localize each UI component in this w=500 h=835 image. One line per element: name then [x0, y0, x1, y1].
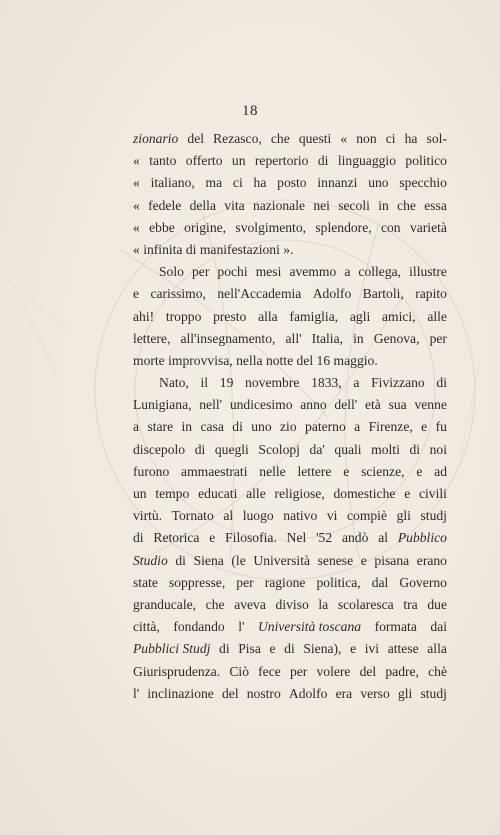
- text-line: [133, 328, 447, 350]
- word: ammaestrati: [181, 463, 248, 479]
- word: improvvisa,: [168, 352, 233, 368]
- word: domestiche: [333, 486, 396, 501]
- word: lettere: [297, 463, 332, 479]
- text-line: [133, 616, 447, 638]
- word: fedele: [148, 197, 182, 213]
- word: linguaggio: [337, 153, 396, 169]
- word: educati: [198, 486, 238, 501]
- word: collega,: [358, 264, 402, 280]
- word: ».: [283, 241, 294, 257]
- word: 1833,: [311, 375, 342, 391]
- word: 19: [219, 375, 234, 391]
- word: un: [231, 153, 246, 169]
- word: religiose,: [274, 486, 325, 501]
- word: famiglia,: [289, 308, 339, 324]
- word: all': [285, 330, 302, 346]
- word: lettere,: [133, 330, 171, 346]
- word: età: [365, 397, 381, 413]
- word: presto: [213, 308, 247, 324]
- word: studj: [420, 508, 447, 524]
- word: «: [133, 153, 140, 169]
- word: undicesimo: [229, 397, 293, 413]
- word: tempo: [155, 486, 190, 501]
- text-line: [133, 416, 447, 438]
- word: quali: [334, 441, 362, 457]
- word: dai: [430, 619, 447, 635]
- text-line: [133, 350, 447, 372]
- word: politico: [405, 153, 447, 169]
- word: offerto: [185, 153, 223, 169]
- word: noi: [429, 441, 447, 457]
- word: mesi: [255, 264, 282, 280]
- word: tanto: [149, 153, 177, 169]
- word: di: [284, 641, 295, 657]
- text-line: [133, 527, 447, 549]
- text-line: [133, 439, 447, 461]
- word: andò: [341, 530, 369, 546]
- word: ha: [404, 131, 418, 146]
- word: origine,: [184, 219, 227, 235]
- word: alle: [246, 486, 266, 501]
- word: da': [309, 441, 325, 457]
- word: morte: [133, 352, 165, 368]
- word: italiano,: [150, 175, 195, 191]
- word: di: [436, 375, 447, 391]
- word: in: [353, 330, 364, 346]
- word: Rezasco,: [213, 131, 262, 146]
- text-line: [133, 372, 447, 394]
- text-line: [133, 461, 447, 483]
- word: splendore,: [315, 219, 372, 235]
- word: Lunigiana,: [133, 397, 192, 413]
- word: e: [360, 552, 367, 568]
- word: venne: [414, 397, 447, 413]
- word: vita: [224, 197, 245, 213]
- word: tra: [403, 596, 418, 612]
- word: zio: [280, 419, 297, 435]
- word: Nel: [286, 530, 307, 546]
- text-line: [133, 239, 447, 261]
- word: per: [192, 264, 210, 280]
- word: troppo: [165, 308, 202, 324]
- word: inclinazione: [147, 685, 214, 701]
- word: ragione: [264, 574, 306, 590]
- word: Genova,: [373, 330, 420, 346]
- word: Studio: [133, 552, 168, 568]
- text-line: [133, 505, 447, 527]
- word: era: [335, 685, 353, 701]
- word: ha: [253, 175, 267, 191]
- text-line: [133, 572, 447, 594]
- text-line: [133, 483, 447, 505]
- word: amici,: [382, 308, 416, 324]
- word: la: [318, 596, 329, 612]
- text-line: [133, 550, 447, 572]
- word: di: [133, 530, 144, 546]
- text-line: [133, 661, 447, 683]
- word: «: [340, 131, 348, 146]
- word: «: [133, 219, 140, 235]
- word: gli: [396, 508, 411, 524]
- word: nell': [199, 397, 223, 413]
- word: ma: [205, 175, 223, 191]
- word: discepolo: [133, 441, 186, 457]
- text-line: [133, 283, 447, 305]
- word: Pubblici Studj: [133, 641, 211, 657]
- text-line: [133, 150, 447, 172]
- word: innanzi: [317, 175, 358, 191]
- word: e: [416, 463, 423, 479]
- word: politica,: [316, 574, 361, 590]
- word: e: [350, 641, 357, 657]
- word: casa: [200, 419, 224, 435]
- word: Fivizzano: [371, 375, 425, 391]
- word: un: [133, 486, 147, 501]
- word: nella: [236, 352, 263, 368]
- word: diviso: [275, 596, 309, 612]
- word: manifestazioni: [199, 241, 280, 257]
- text-line: [133, 217, 447, 239]
- word: al: [223, 508, 234, 524]
- word: Pisa: [238, 641, 261, 657]
- word: alla: [258, 308, 278, 324]
- word: Siena),: [303, 641, 342, 657]
- word: furono: [133, 463, 170, 479]
- word: del: [221, 685, 239, 701]
- word: dal: [371, 574, 389, 590]
- word: svolgimento,: [235, 219, 307, 235]
- word: essa: [424, 197, 447, 213]
- word: di: [232, 419, 243, 435]
- word: «: [133, 241, 140, 257]
- text-line: [133, 638, 447, 660]
- word: dell': [334, 397, 358, 413]
- word: nell'Accademia: [217, 286, 302, 302]
- word: chè: [428, 663, 447, 679]
- word: attese: [387, 641, 419, 657]
- word: Italia,: [311, 330, 343, 346]
- word: notte: [265, 352, 294, 368]
- word: aveva: [234, 596, 266, 612]
- word: di: [317, 153, 329, 169]
- word: per: [236, 574, 254, 590]
- word: infinita: [143, 241, 183, 257]
- text-line: [133, 128, 447, 150]
- word: Governo: [399, 574, 447, 590]
- word: per: [429, 330, 447, 346]
- word: Scolopj: [258, 441, 300, 457]
- text-line: [133, 172, 447, 194]
- word: due: [427, 596, 447, 612]
- word: senese: [317, 552, 354, 568]
- word: specchio: [399, 175, 447, 191]
- word: Bartoli,: [362, 286, 404, 302]
- word: posto: [277, 175, 307, 191]
- word: soppresse,: [168, 574, 226, 590]
- word: sol-: [426, 131, 447, 146]
- word: stare: [147, 419, 174, 435]
- word: uno: [368, 175, 389, 191]
- word: questi: [298, 131, 332, 146]
- page-number: 18: [242, 103, 258, 119]
- word: che: [205, 596, 225, 612]
- word: sua: [388, 397, 407, 413]
- word: e: [209, 530, 216, 546]
- text-line: [133, 261, 447, 283]
- word: del: [359, 663, 377, 679]
- word: Siena: [193, 552, 224, 568]
- body-text: [133, 128, 447, 705]
- word: del: [296, 352, 314, 368]
- word: paterno: [305, 419, 346, 435]
- word: Adolfo: [312, 286, 352, 302]
- word: nelle: [259, 463, 286, 479]
- word: scolaresca: [337, 596, 394, 612]
- word: l': [133, 685, 140, 701]
- word: il: [200, 375, 209, 391]
- word: a: [354, 419, 361, 435]
- word: Tornato: [171, 508, 214, 524]
- word: state: [133, 574, 158, 590]
- word: che: [270, 131, 290, 146]
- word: vi: [326, 508, 338, 524]
- word: ad: [434, 463, 447, 479]
- word: per: [289, 663, 308, 679]
- word: della: [189, 197, 216, 213]
- text-line: [133, 594, 447, 616]
- word: non: [356, 131, 377, 146]
- word: alle: [427, 308, 447, 324]
- word: (le: [231, 552, 246, 568]
- word: 16: [316, 352, 331, 368]
- word: repertorio: [254, 153, 309, 169]
- text-line: [133, 394, 447, 416]
- word: al: [378, 530, 389, 546]
- word: ahi!: [133, 308, 155, 324]
- word: alla: [427, 641, 447, 657]
- word: pochi: [217, 264, 248, 280]
- word: e: [343, 463, 350, 479]
- word: «: [133, 197, 140, 213]
- word: erano: [416, 552, 447, 568]
- word: civili: [419, 486, 447, 501]
- text-line: [133, 195, 447, 217]
- word: novembre: [245, 375, 300, 391]
- word: a: [353, 375, 360, 391]
- word: formata: [374, 619, 417, 635]
- word: virtù.: [133, 508, 163, 524]
- word: gli: [397, 685, 413, 701]
- word: di: [185, 241, 197, 257]
- word: maggio.: [333, 352, 378, 368]
- word: agli: [349, 308, 371, 324]
- word: secoli: [338, 197, 370, 213]
- word: nativo: [283, 508, 318, 524]
- word: studj: [420, 685, 447, 701]
- word: con: [380, 219, 401, 235]
- word: quegli: [214, 441, 249, 457]
- word: Solo: [159, 264, 184, 280]
- word: uno: [251, 419, 272, 435]
- word: di: [175, 552, 186, 568]
- word: illustre: [409, 264, 447, 280]
- word: Università: [253, 552, 311, 568]
- word: ebbe: [149, 219, 175, 235]
- word: '52: [316, 530, 333, 546]
- word: Università toscana: [257, 619, 362, 635]
- word: granducale,: [133, 596, 197, 612]
- word: carissimo,: [150, 286, 206, 302]
- word: Pubblico: [397, 530, 447, 546]
- word: «: [133, 175, 140, 191]
- word: pisana: [374, 552, 410, 568]
- word: fu: [435, 419, 447, 435]
- word: luogo: [242, 508, 274, 524]
- word: e: [269, 641, 276, 657]
- word: Ciò: [229, 663, 249, 679]
- word: a: [133, 419, 140, 435]
- word: in: [181, 419, 193, 435]
- word: nazionale: [252, 197, 306, 213]
- word: zionario: [133, 131, 179, 146]
- word: avemmo: [289, 264, 337, 280]
- text-line: [133, 683, 447, 705]
- word: a: [344, 264, 351, 280]
- word: anno: [300, 397, 327, 413]
- word: in: [378, 197, 389, 213]
- word: compiè: [346, 508, 387, 524]
- word: ivi: [364, 641, 380, 657]
- word: ci: [232, 175, 243, 191]
- word: del: [187, 131, 205, 146]
- text-line: [133, 306, 447, 328]
- word: Nato,: [159, 375, 189, 391]
- word: nostro: [246, 685, 281, 701]
- word: che: [397, 197, 416, 213]
- word: molti: [371, 441, 400, 457]
- word: fece: [258, 663, 281, 679]
- word: verso: [360, 685, 390, 701]
- word: e: [133, 286, 140, 302]
- word: Retorica: [153, 530, 200, 546]
- word: l': [238, 619, 245, 635]
- word: rapito: [415, 286, 447, 302]
- word: scienze,: [361, 463, 405, 479]
- word: nei: [313, 197, 330, 213]
- word: fondando: [173, 619, 225, 635]
- word: volere: [316, 663, 351, 679]
- word: e: [404, 486, 411, 501]
- word: padre,: [385, 663, 419, 679]
- word: Giurisprudenza.: [133, 663, 221, 679]
- word: Adolfo: [288, 685, 328, 701]
- word: di: [409, 441, 421, 457]
- word: ci: [385, 131, 396, 146]
- word: città,: [133, 619, 160, 635]
- word: Filosofia.: [225, 530, 277, 546]
- word: di: [194, 441, 206, 457]
- word: di: [219, 641, 230, 657]
- word: varietà: [409, 219, 447, 235]
- word: e: [421, 419, 428, 435]
- word: all'insegnamento,: [180, 330, 276, 346]
- word: Firenze,: [368, 419, 413, 435]
